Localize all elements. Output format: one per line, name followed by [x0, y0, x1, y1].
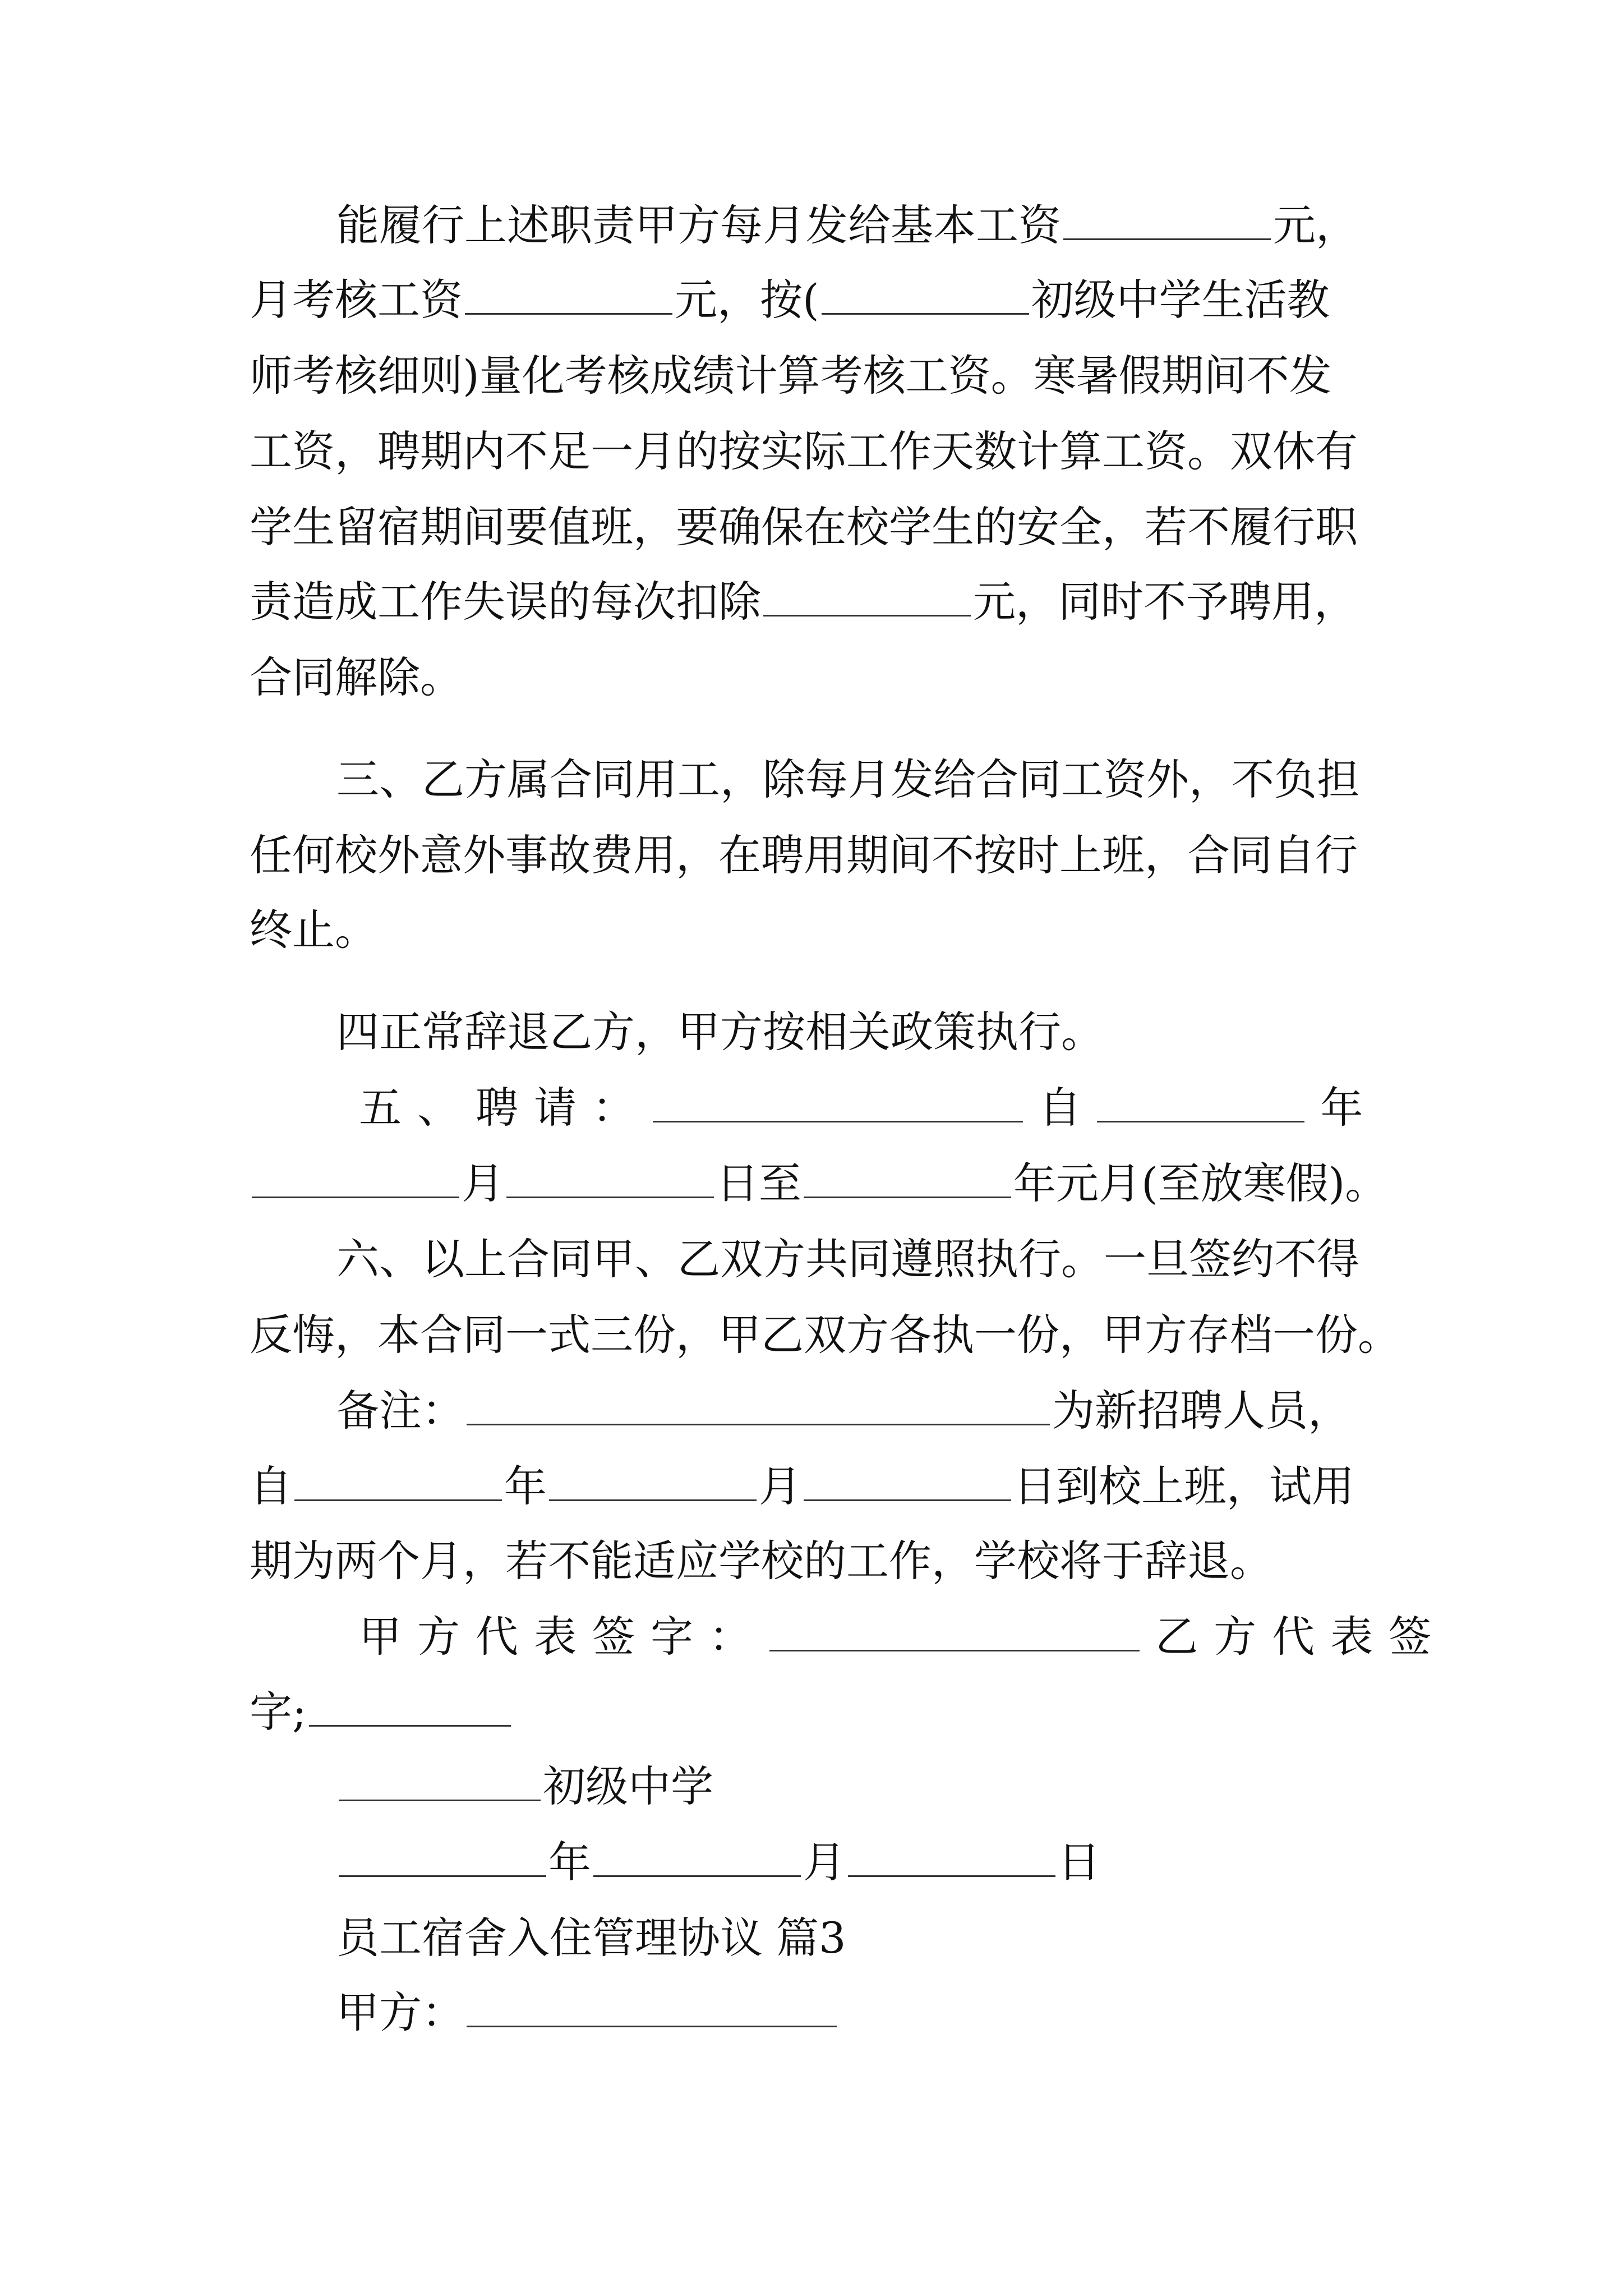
- text: 月: [759, 1461, 801, 1511]
- text: 元，按(: [675, 275, 819, 325]
- text: 年: [504, 1461, 547, 1511]
- blank-field: [804, 1164, 1011, 1198]
- text: 日至: [716, 1158, 801, 1208]
- text: 日到校上班，试用: [1013, 1461, 1354, 1511]
- paragraph-6-line-2: 反悔，本合同一式三份，甲乙双方各执一份，甲方存档一份。: [250, 1310, 1400, 1360]
- blank-field: [822, 280, 1029, 315]
- text: 月: [462, 1158, 504, 1208]
- blank-field: [465, 280, 672, 315]
- paragraph-5-line-2: [250, 1150, 1387, 1217]
- text: 自: [250, 1461, 292, 1511]
- blank-field: [1063, 206, 1271, 240]
- blank-field: [339, 1843, 546, 1877]
- blank-field: [848, 1843, 1055, 1877]
- text: 乙方代表签: [1155, 1612, 1447, 1662]
- text: 月考核工资: [250, 275, 463, 325]
- blank-field: [1097, 1088, 1304, 1122]
- text: 元，: [1273, 200, 1358, 250]
- paragraph-2-line-4: 工资，聘期内不足一月的按实际工作天数计算工资。双休有: [250, 426, 1358, 476]
- paragraph-6-line-1: 六、以上合同甲、乙双方共同遵照执行。一旦签约不得: [336, 1234, 1359, 1284]
- signature-line-2: [250, 1678, 513, 1746]
- text: 甲方代表签字：: [359, 1612, 767, 1662]
- signature-line-1: [359, 1603, 1447, 1671]
- section-title: 员工宿舍入住管理协议 篇3: [336, 1913, 846, 1963]
- paragraph-3-line-3: 终止。: [250, 905, 377, 955]
- paragraph-2-line-1: [336, 192, 1358, 259]
- blank-field: [769, 1617, 1140, 1651]
- text: 日: [1058, 1837, 1100, 1887]
- text: 元，同时不予聘用，: [973, 577, 1357, 627]
- text: 年: [548, 1837, 591, 1887]
- paragraph-3-line-1: 三、乙方属合同用工，除每月发给合同工资外，不负担: [336, 754, 1359, 804]
- blank-field: [294, 1467, 502, 1501]
- paragraph-2-line-7: 合同解除。: [250, 652, 463, 702]
- text: 自: [1039, 1083, 1082, 1133]
- note-line-1: [336, 1377, 1350, 1444]
- text: 年: [1320, 1083, 1363, 1133]
- note-line-2: [250, 1453, 1354, 1520]
- text: 甲方：: [336, 1987, 464, 2037]
- blank-field: [467, 1391, 1050, 1425]
- blank-field: [653, 1088, 1023, 1122]
- date-line: [336, 1829, 1100, 1896]
- text: 初级中学: [543, 1761, 713, 1811]
- text: 初级中学生活教: [1031, 275, 1330, 325]
- note-line-3: 期为两个月，若不能适应学校的工作，学校将于辞退。: [250, 1536, 1272, 1586]
- text: 责造成工作失误的每次扣除: [250, 577, 761, 627]
- blank-field: [252, 1164, 459, 1198]
- text: 月: [803, 1837, 846, 1887]
- paragraph-2-line-6: [250, 568, 1357, 636]
- school-line: [336, 1753, 713, 1820]
- blank-field: [309, 1692, 511, 1727]
- text: 能履行上述职责甲方每月发给基本工资: [336, 200, 1061, 250]
- paragraph-2-line-2: [250, 266, 1330, 334]
- blank-field: [593, 1843, 801, 1877]
- paragraph-3-line-2: 任何校外意外事故费用，在聘用期间不按时上班，合同自行: [250, 830, 1358, 880]
- text: 字;: [250, 1687, 307, 1737]
- blank-field: [467, 1993, 837, 2027]
- blank-field: [549, 1467, 757, 1501]
- paragraph-2-line-3: 师考核细则)量化考核成绩计算考核工资。寒暑假期间不发: [250, 351, 1332, 401]
- paragraph-5-line-1: [359, 1074, 1363, 1142]
- blank-field: [804, 1467, 1011, 1501]
- text: 备注：: [336, 1386, 464, 1435]
- text: 年元月(至放寒假)。: [1013, 1158, 1388, 1208]
- blank-field: [763, 582, 971, 616]
- text: 为新招聘人员，: [1052, 1386, 1350, 1435]
- paragraph-4: 四正常辞退乙方，甲方按相关政策执行。: [336, 1007, 1104, 1057]
- text: 五、聘请：: [359, 1083, 651, 1133]
- blank-field: [506, 1164, 714, 1198]
- party-a-line: [336, 1979, 839, 2046]
- paragraph-2-line-5: 学生留宿期间要值班，要确保在校学生的安全，若不履行职: [250, 502, 1358, 552]
- blank-field: [339, 1767, 541, 1801]
